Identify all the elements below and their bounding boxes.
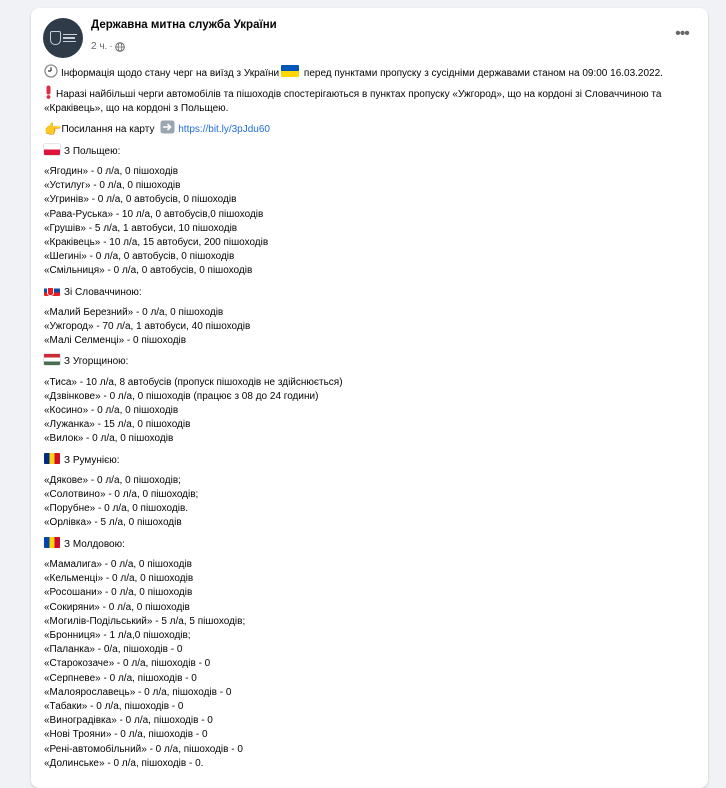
country-heading-label: З Румунією: — [64, 454, 120, 466]
crossing-item: «Ужгород» - 70 л/а, 1 автобуси, 40 пішоходів — [44, 321, 251, 333]
alert-line — [44, 85, 700, 116]
country-heading — [44, 537, 700, 552]
crossing-item: «Краківець» - 10 л/а, 15 автобуси, 200 пішоходів — [44, 237, 269, 249]
crossing-item: «Дякове» - 0 л/а, 0 пішоходів; — [44, 474, 181, 486]
country-heading-label: З Польщею: — [64, 145, 121, 157]
crossing-item: «Бронниця» - 1 л/а,0 пішоходів; — [44, 629, 191, 641]
pointing-hand-icon: 👉 — [44, 120, 62, 137]
pl-flag-icon — [44, 144, 60, 155]
crossing-item: «Лужанка» - 15 л/а, 0 пішоходів — [44, 419, 191, 431]
country-heading-label: З Молдовою: — [64, 538, 125, 550]
post-meta — [91, 41, 125, 52]
post-header — [43, 18, 696, 62]
crossing-item: «Мамалига» - 0 л/а, 0 пішоходів — [44, 558, 192, 570]
crossing-item: «Росошани» - 0 л/а, 0 пішоходів — [44, 587, 193, 599]
post-timestamp[interactable]: 2 ч. — [91, 41, 108, 52]
crossing-item: «Вилок» - 0 л/а, 0 пішоходів — [44, 433, 174, 445]
intro-text: Інформація щодо стану черг на виїзд з України — [61, 68, 280, 79]
crossing-item: «Грушів» - 5 л/а, 1 автобуси, 10 пішоходів — [44, 222, 238, 234]
crossing-item: «Солотвино» - 0 л/а, 0 пішоходів; — [44, 489, 199, 501]
crossing-item: «Старокозаче» - 0 л/а, пішоходів - 0 — [44, 658, 211, 670]
alert-text: Наразі найбільші черги автомобілів та пішоходів спостерігаються в пунктах пропуску «Ужгород», що на кордоні зі Словаччиною та «Краківець», що на кордоні з Польщею. — [44, 89, 662, 115]
meta-separator: · — [109, 41, 113, 52]
crossing-item: «Угринів» - 0 л/а, 0 автобусів, 0 пішоходів — [44, 194, 237, 206]
ro-flag-icon — [44, 453, 60, 464]
sk-flag-icon — [44, 285, 60, 296]
crossing-item: «Рава-Руська» - 10 л/а, 0 автобусів,0 пішоходів — [44, 208, 264, 220]
map-link-line — [44, 120, 700, 137]
country-heading — [44, 354, 700, 369]
country-heading — [44, 453, 700, 468]
md-flag-icon — [44, 537, 60, 548]
crossing-item: «Малі Селменці» - 0 пішоходів — [44, 335, 187, 347]
country-heading — [44, 285, 700, 300]
intro-line — [44, 64, 700, 81]
crossing-item: «Шегині» - 0 л/а, 0 автобусів, 0 пішоходів — [44, 251, 235, 263]
crossing-item: «Долинське» - 0 л/а, пішоходів - 0. — [44, 757, 204, 769]
crossing-item: «Паланка» - 0/а, пішоходів - 0 — [44, 644, 183, 656]
post-card — [31, 8, 708, 788]
map-link[interactable]: https://bit.ly/3pJdu60 — [178, 123, 270, 135]
crossing-item: «Малоярославець» - 0 л/а, пішоходів - 0 — [44, 686, 232, 698]
crossing-item: «Могилів-Подільський» - 5 л/а, 5 пішоходів; — [44, 615, 246, 627]
crossing-item: «Тиса» - 10 л/а, 8 автобусів (пропуск пішоходів не здійснюється) — [44, 376, 343, 388]
crossing-item: «Серпневе» - 0 л/а, пішоходів - 0 — [44, 672, 197, 684]
crossing-item: «Косино» - 0 л/а, 0 пішоходів — [44, 405, 179, 417]
country-heading-label: Зі Словаччиною: — [64, 286, 142, 298]
country-heading — [44, 144, 700, 159]
crossing-item: «Нові Трояни» - 0 л/а, пішоходів - 0 — [44, 729, 208, 741]
hu-flag-icon — [44, 354, 60, 365]
customs-emblem-icon — [50, 31, 61, 45]
crossing-item: «Смільниця» - 0 л/а, 0 автобусів, 0 пішоходів — [44, 265, 253, 277]
crossing-item: «Виноградівка» - 0 л/а, пішоходів - 0 — [44, 715, 213, 727]
clock-icon — [44, 64, 58, 78]
map-label: Посилання на карту — [61, 123, 155, 135]
exclamation-icon — [44, 85, 53, 99]
crossing-item: «Табаки» - 0 л/а, пішоходів - 0 — [44, 700, 184, 712]
more-options-icon[interactable]: ••• — [675, 25, 689, 42]
crossing-item: «Порубне» - 0 л/а, 0 пішоходів. — [44, 503, 189, 515]
crossing-item: «Сокиряни» - 0 л/а, 0 пішоходів — [44, 601, 190, 613]
crossing-item: «Кельменці» - 0 л/а, 0 пішоходів — [44, 573, 194, 585]
post-body — [44, 64, 700, 777]
ukraine-flag-icon — [281, 65, 299, 77]
crossing-item: «Устилуг» - 0 л/а, 0 пішоходів — [44, 180, 181, 192]
page-name-link[interactable]: Державна митна служба України — [91, 19, 277, 31]
page-avatar[interactable] — [43, 18, 83, 58]
crossings-list — [44, 144, 700, 777]
intro-text-end: перед пунктами пропуску з сусідніми державами станом на 09:00 16.03.2022. — [301, 68, 663, 79]
crossing-item: «Малий Березний» - 0 л/а, 0 пішоходів — [44, 306, 224, 318]
right-arrow-icon — [160, 120, 175, 134]
crossing-item: «Дзвінкове» - 0 л/а, 0 пішоходів (працює з 08 до 24 години) — [44, 390, 319, 402]
logo-text-lines — [63, 34, 77, 43]
crossing-item: «Ягодин» - 0 л/а, 0 пішоходів — [44, 166, 179, 178]
country-heading-label: З Угорщиною: — [64, 356, 129, 368]
crossing-item: «Орлівка» - 5 л/а, 0 пішоходів — [44, 517, 182, 529]
crossing-item: «Рені-автомобільний» - 0 л/а, пішоходів - 0 — [44, 743, 243, 755]
globe-icon[interactable] — [115, 42, 125, 52]
